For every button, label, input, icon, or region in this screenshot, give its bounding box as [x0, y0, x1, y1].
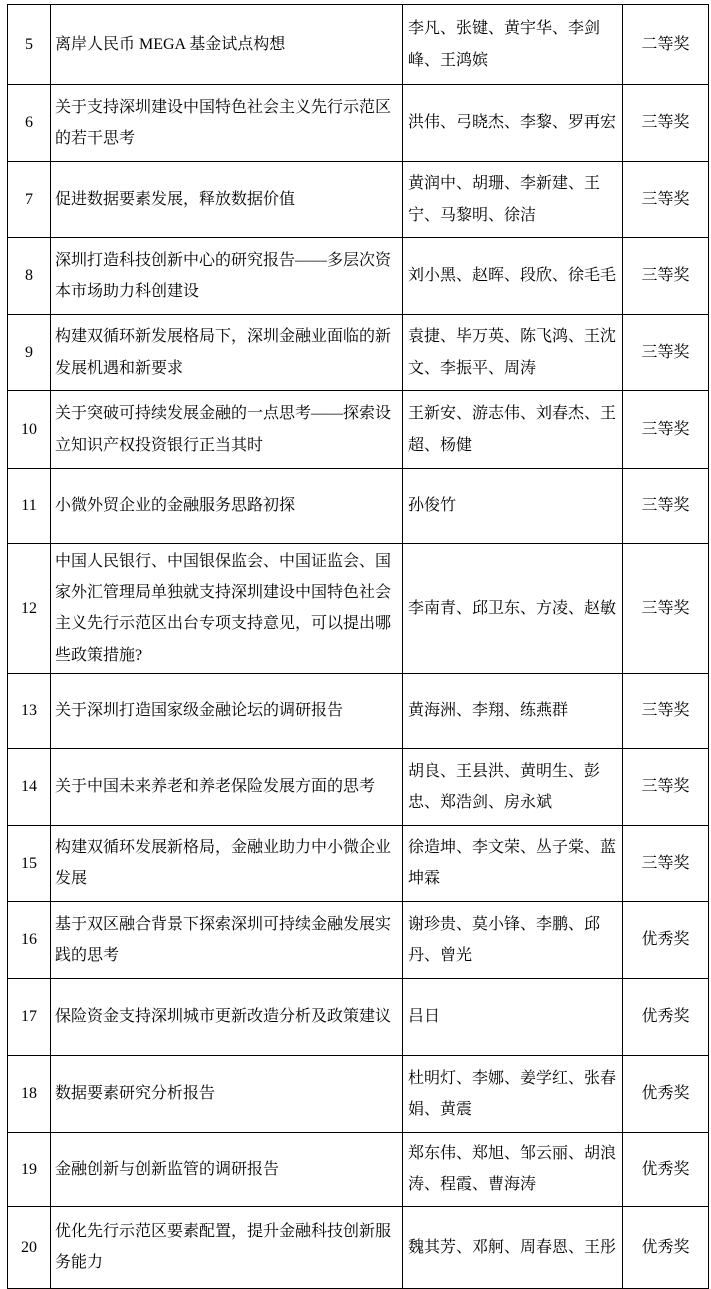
paper-title: 小微外贸企业的金融服务思路初探	[51, 469, 403, 544]
paper-authors: 王新安、游志伟、刘春杰、王超、杨健	[403, 391, 623, 469]
award-level: 三等奖	[623, 162, 709, 238]
table-row	[8, 391, 709, 469]
award-level: 三等奖	[623, 391, 709, 469]
table-row	[8, 673, 709, 748]
paper-title: 数据要素研究分析报告	[51, 1055, 403, 1132]
row-number: 10	[8, 391, 51, 469]
row-number: 5	[8, 5, 51, 85]
award-level: 三等奖	[623, 544, 709, 674]
paper-authors: 刘小黑、赵晖、段欣、徐毛毛	[403, 238, 623, 315]
table-row	[8, 85, 709, 162]
paper-authors: 黄海洲、李翔、练燕群	[403, 673, 623, 748]
paper-title: 关于突破可持续发展金融的一点思考——探索设立知识产权投资银行正当其时	[51, 391, 403, 469]
table-row	[8, 544, 709, 674]
paper-authors: 洪伟、弓晓杰、李黎、罗再宏	[403, 85, 623, 162]
row-number: 11	[8, 469, 51, 544]
award-level: 三等奖	[623, 748, 709, 825]
table-row	[8, 1132, 709, 1206]
paper-title: 促进数据要素发展，释放数据价值	[51, 162, 403, 238]
table-row	[8, 825, 709, 901]
paper-title: 关于支持深圳建设中国特色社会主义先行示范区的若干思考	[51, 85, 403, 162]
paper-title: 优化先行示范区要素配置，提升金融科技创新服务能力	[51, 1206, 403, 1288]
row-number: 20	[8, 1206, 51, 1288]
row-number: 7	[8, 162, 51, 238]
paper-title: 关于深圳打造国家级金融论坛的调研报告	[51, 673, 403, 748]
award-level: 三等奖	[623, 315, 709, 391]
paper-authors: 魏其芳、邓舸、周春恩、王彤	[403, 1206, 623, 1288]
row-number: 18	[8, 1055, 51, 1132]
paper-authors: 吕日	[403, 978, 623, 1055]
award-level: 二等奖	[623, 5, 709, 85]
row-number: 17	[8, 978, 51, 1055]
award-level: 三等奖	[623, 825, 709, 901]
row-number: 13	[8, 673, 51, 748]
paper-title: 关于中国未来养老和养老保险发展方面的思考	[51, 748, 403, 825]
paper-title: 构建双循环新发展格局下，深圳金融业面临的新发展机遇和新要求	[51, 315, 403, 391]
award-level: 三等奖	[623, 85, 709, 162]
row-number: 9	[8, 315, 51, 391]
table-row	[8, 1206, 709, 1288]
paper-title: 保险资金支持深圳城市更新改造分析及政策建议	[51, 978, 403, 1055]
row-number: 14	[8, 748, 51, 825]
row-number: 8	[8, 238, 51, 315]
paper-title: 基于双区融合背景下探索深圳可持续金融发展实践的思考	[51, 901, 403, 978]
paper-authors: 郑东伟、郑旭、邹云丽、胡浪涛、程霞、曹海涛	[403, 1132, 623, 1206]
paper-authors: 李南青、邱卫东、方凌、赵敏	[403, 544, 623, 674]
award-level: 三等奖	[623, 238, 709, 315]
row-number: 12	[8, 544, 51, 674]
award-level: 优秀奖	[623, 901, 709, 978]
paper-authors: 胡良、王县洪、黄明生、彭忠、郑浩剑、房永斌	[403, 748, 623, 825]
paper-title: 深圳打造科技创新中心的研究报告——多层次资本市场助力科创建设	[51, 238, 403, 315]
awards-table-container	[7, 4, 708, 1289]
award-level: 优秀奖	[623, 1055, 709, 1132]
row-number: 19	[8, 1132, 51, 1206]
paper-authors: 徐造坤、李文荣、丛子棠、蓝坤霖	[403, 825, 623, 901]
row-number: 15	[8, 825, 51, 901]
paper-authors: 李凡、张键、黄宇华、李剑峰、王鸿嫔	[403, 5, 623, 85]
table-row	[8, 978, 709, 1055]
paper-title: 离岸人民币 MEGA 基金试点构想	[51, 5, 403, 85]
paper-title: 金融创新与创新监管的调研报告	[51, 1132, 403, 1206]
row-number: 16	[8, 901, 51, 978]
paper-authors: 谢珍贵、莫小锋、李鹏、邱丹、曾光	[403, 901, 623, 978]
table-row	[8, 1055, 709, 1132]
table-row	[8, 315, 709, 391]
paper-authors: 黄润中、胡珊、李新建、王宁、马黎明、徐洁	[403, 162, 623, 238]
table-row	[8, 469, 709, 544]
table-row	[8, 162, 709, 238]
award-level: 三等奖	[623, 469, 709, 544]
award-level: 三等奖	[623, 673, 709, 748]
paper-title: 构建双循环发展新格局，金融业助力中小微企业发展	[51, 825, 403, 901]
awards-table-body	[8, 5, 709, 1289]
award-level: 优秀奖	[623, 1132, 709, 1206]
awards-table	[7, 4, 709, 1289]
row-number: 6	[8, 85, 51, 162]
paper-authors: 杜明灯、李娜、姜学红、张春娟、黄震	[403, 1055, 623, 1132]
award-level: 优秀奖	[623, 1206, 709, 1288]
paper-title: 中国人民银行、中国银保监会、中国证监会、国家外汇管理局单独就支持深圳建设中国特色社会主义先行示范区出台专项支持意见，可以提出哪些政策措施?	[51, 544, 403, 674]
paper-authors: 孙俊竹	[403, 469, 623, 544]
table-row	[8, 238, 709, 315]
paper-authors: 袁捷、毕万英、陈飞鸿、王沈文、李振平、周涛	[403, 315, 623, 391]
table-row	[8, 901, 709, 978]
award-level: 优秀奖	[623, 978, 709, 1055]
table-row	[8, 748, 709, 825]
table-row	[8, 5, 709, 85]
